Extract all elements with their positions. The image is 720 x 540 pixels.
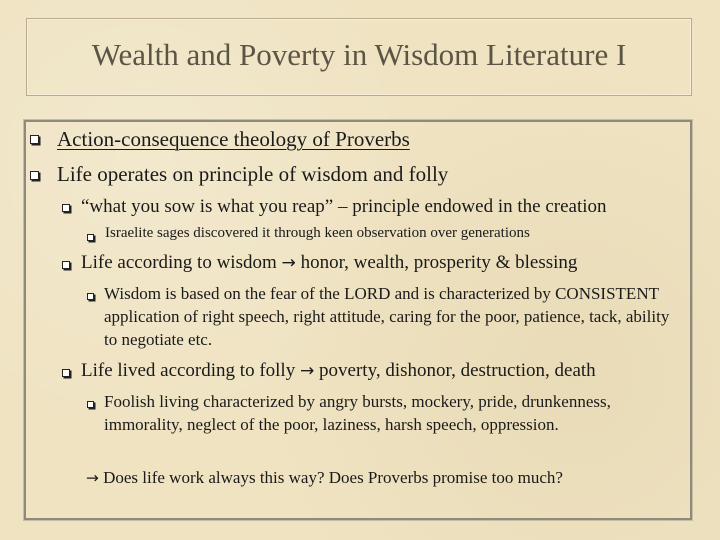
bullet-israelite-sages: Israelite sages discovered it through keen observation over generations (105, 225, 530, 241)
square-bullet-icon (87, 234, 94, 241)
bullet-action-consequence: Action-consequence theology of Proverbs (57, 127, 410, 151)
square-bullet-icon (62, 261, 70, 269)
square-bullet-icon (87, 401, 94, 408)
bullet-life-principle: Life operates on principle of wisdom and folly (57, 162, 449, 186)
life-wisdom-label: Life according to wisdom (81, 252, 277, 273)
arrow-right-icon: → (281, 253, 296, 273)
bullet-life-folly (81, 360, 596, 382)
closing-question-text: Does life work always this way? Does Proverbs promise too much? (103, 468, 563, 487)
square-bullet-icon (87, 293, 94, 300)
square-bullet-icon (30, 171, 39, 180)
title-box (26, 18, 692, 96)
bullet-life-wisdom (81, 252, 577, 274)
bullet-foolish-living: Foolish living characterized by angry bursts, mockery, pride, drunkenness, immorality, neglect of the poor, laziness, harsh speech, oppression. (104, 392, 611, 434)
slide-title: Wealth and Poverty in Wisdom Literature I (91, 37, 627, 72)
bullet-wisdom-fear-lord: Wisdom is based on the fear of the LORD and is characterized by CONSISTENT application of right speech, right attitude, caring for the poor, patience, tack, ability to negotiate etc. (104, 284, 670, 349)
arrow-right-icon: → (86, 469, 99, 487)
square-bullet-icon (30, 135, 39, 144)
life-wisdom-result: honor, wealth, prosperity & blessing (300, 252, 578, 273)
bullet-sow-reap: “what you sow is what you reap” – principle endowed in the creation (81, 196, 607, 217)
square-bullet-icon (62, 369, 70, 377)
arrow-right-icon: → (299, 361, 315, 381)
square-bullet-icon (62, 204, 70, 212)
closing-question (86, 466, 563, 490)
life-folly-result: poverty, dishonor, destruction, death (319, 360, 596, 381)
life-folly-label: Life lived according to folly (81, 360, 296, 381)
